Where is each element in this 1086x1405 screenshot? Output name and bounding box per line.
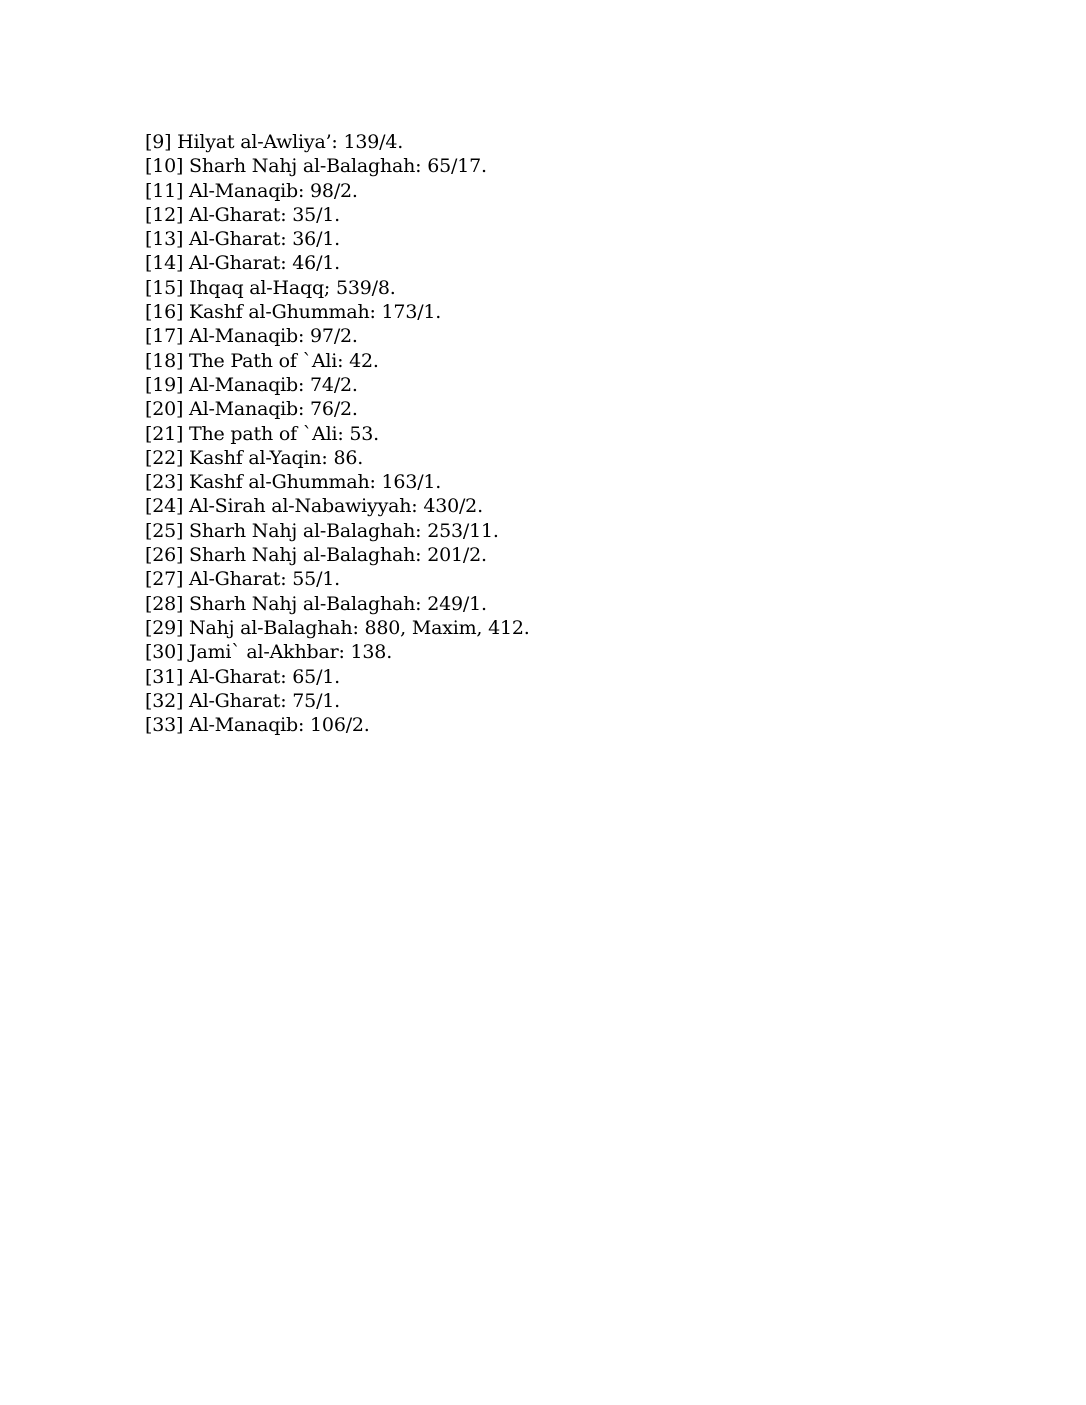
footnote-item: [22] Kashf al-Yaqin: 86.: [145, 446, 364, 469]
footnote-item: [12] Al-Gharat: 35/1.: [145, 203, 340, 226]
footnote-item: [16] Kashf al-Ghummah: 173/1.: [145, 301, 442, 324]
footnote-item: [32] Al-Gharat: 75/1.: [145, 689, 340, 712]
footnote-item: [18] The Path of `Ali: 42.: [145, 349, 379, 372]
footnote-item: [23] Kashf al-Ghummah: 163/1.: [145, 471, 442, 494]
footnote-item: [33] Al-Manaqib: 106/2.: [145, 714, 370, 737]
footnote-item: [10] Sharh Nahj al-Balaghah: 65/17.: [145, 155, 487, 178]
footnote-item: [25] Sharh Nahj al-Balaghah: 253/11.: [145, 519, 499, 542]
footnote-list: [145, 130, 530, 737]
footnote-item: [20] Al-Manaqib: 76/2.: [145, 398, 358, 421]
footnote-item: [17] Al-Manaqib: 97/2.: [145, 325, 358, 348]
footnote-item: [31] Al-Gharat: 65/1.: [145, 665, 340, 688]
footnote-item: [26] Sharh Nahj al-Balaghah: 201/2.: [145, 544, 487, 567]
footnote-item: [13] Al-Gharat: 36/1.: [145, 228, 340, 251]
footnote-item: [11] Al-Manaqib: 98/2.: [145, 179, 358, 202]
footnote-item: [19] Al-Manaqib: 74/2.: [145, 373, 358, 396]
footnote-item: [29] Nahj al-Balaghah: 880, Maxim, 412.: [145, 616, 530, 639]
footnote-item: [15] Ihqaq al-Haqq; 539/8.: [145, 276, 396, 299]
footnote-item: [28] Sharh Nahj al-Balaghah: 249/1.: [145, 592, 487, 615]
footnote-item: [30] Jami` al-Akhbar: 138.: [145, 641, 393, 664]
footnote-item: [27] Al-Gharat: 55/1.: [145, 568, 340, 591]
footnote-item: [14] Al-Gharat: 46/1.: [145, 252, 340, 275]
footnote-item: [21] The path of `Ali: 53.: [145, 422, 379, 445]
footnote-item: [9] Hilyat al-Awliya’: 139/4.: [145, 131, 404, 153]
footnote-item: [24] Al-Sirah al-Nabawiyyah: 430/2.: [145, 495, 483, 518]
